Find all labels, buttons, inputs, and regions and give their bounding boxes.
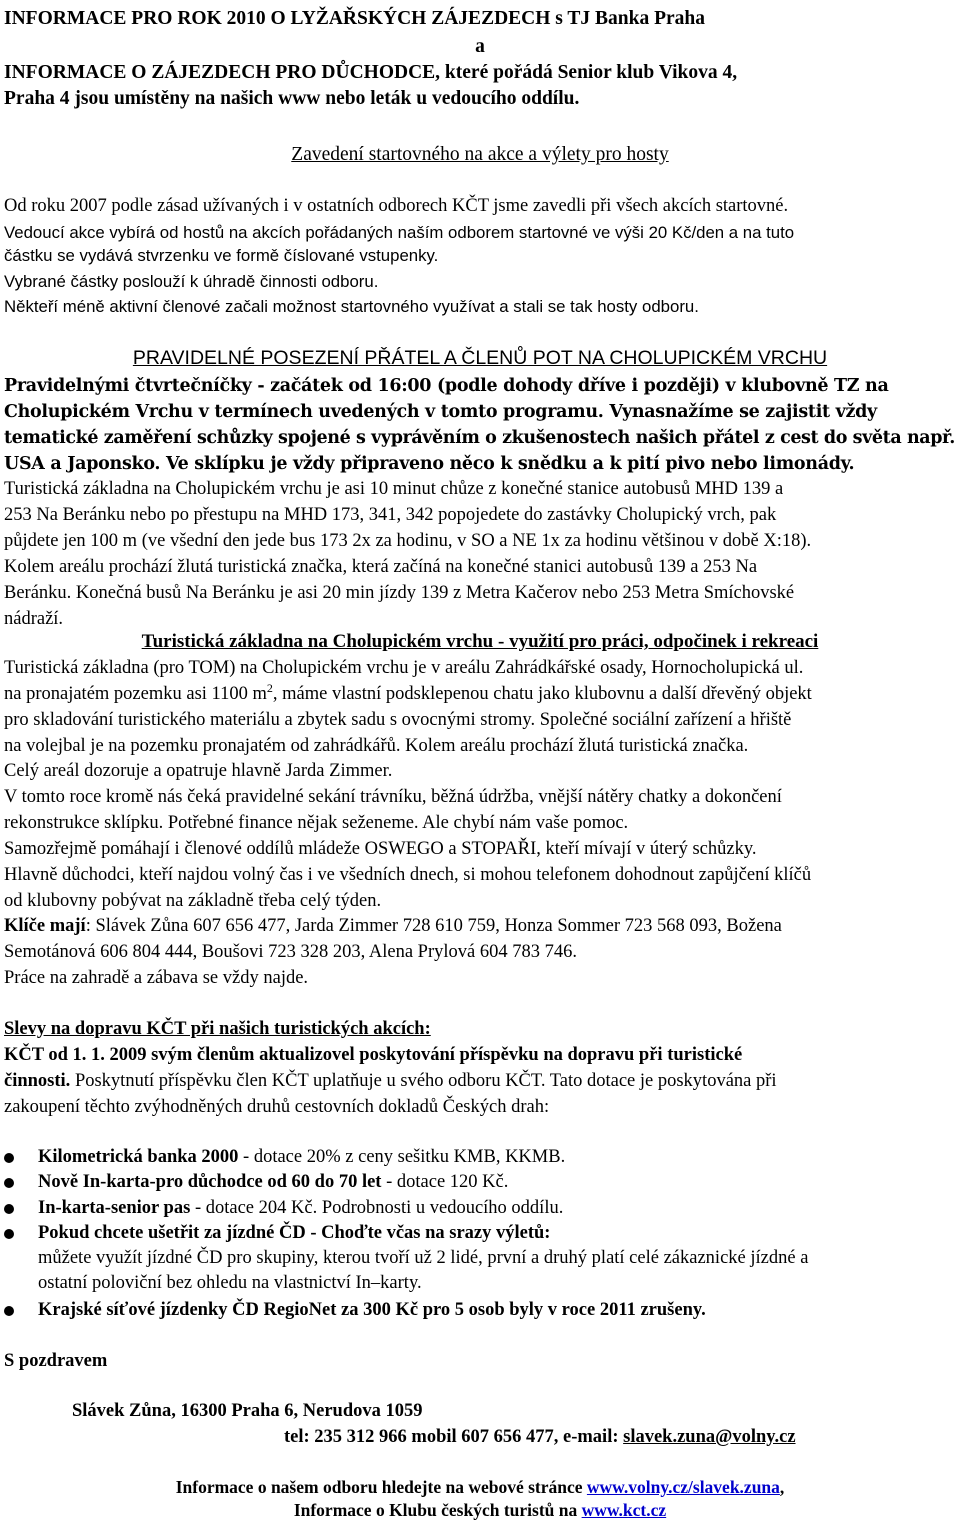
slevy-normal-2: Poskytnutí příspěvku člen KČT uplatňuje u svého odboru KČT. Tato dotace je poskytována při (70, 1071, 777, 1091)
bullet-icon (4, 1204, 14, 1214)
posezeni-bold-4: USA a Japonsko. Ve sklípku je vždy připraveno něco k snědku a k pití pivo nebo limonády. (4, 454, 855, 474)
startovne-heading: Zavedení startovného na akce a výlety pro hosty (291, 144, 669, 165)
zakladna-line-11: Práce na zahradě a zábava se vždy najde. (4, 968, 309, 988)
posezeni-text-2: 253 Na Beránku nebo po přestupu na MHD 173, 341, 342 popojedete do zastávky Cholupický vrch, pak (4, 505, 777, 525)
kct-link[interactable]: www.kct.cz (581, 1500, 667, 1520)
zakladna-line-2b: , máme vlastní podsklepenou chatu jako klubovnu a další dřevěný objekt (272, 684, 812, 704)
posezeni-heading: PRAVIDELNÉ POSEZENÍ PŘÁTEL A ČLENŮ POT NA CHOLUPICKÉM VRCHU (132, 347, 828, 369)
greeting: S pozdravem (4, 1351, 108, 1371)
list-item-continuation: můžete využít jízdné ČD pro skupiny, kterou tvoří už 2 lidé, první a druhý platí celé zákaznické jízdné a (38, 1248, 809, 1268)
list-item (38, 1171, 508, 1193)
list-item-text: - dotace 20% z ceny sešitku KMB, KKMB. (238, 1147, 566, 1167)
website-link[interactable]: www.volny.cz/slavek.zuna (586, 1477, 780, 1497)
header-line-1: INFORMACE PRO ROK 2010 O LYŽAŘSKÝCH ZÁJEZDECH s TJ Banka Praha (4, 8, 706, 29)
posezeni-text-3: půjdete jen 100 m (ve všední den jede bus 173 2x za hodinu, v SO a NE 1x za hodinu většinou v době X:18). (4, 531, 812, 551)
startovne-paragraph-3: Vybrané částky poslouží k úhradě činnosti odboru. (4, 272, 379, 291)
posezeni-text-5: Beránku. Konečná busů Na Beránku je asi 20 min jízdy 139 z Metra Kačerov nebo 253 Metra Smíchovské (4, 583, 795, 603)
header-line-4: Praha 4 jsou umístěny na našich www nebo leták u vedoucího oddílu. (4, 88, 580, 109)
list-item-text: - dotace 120 Kč. (381, 1172, 509, 1192)
slevy-heading: Slevy na dopravu KČT při našich turistických akcích: (4, 1019, 431, 1039)
signature-phone: tel: 235 312 966 mobil 607 656 477, e-mail: (284, 1427, 624, 1447)
list-item-bold: Pokud chcete ušetřit za jízdné ČD - Choďte včas na srazy výletů: (38, 1223, 551, 1243)
footer-info-1-text: Informace o našem odboru hledejte na webové stránce (175, 1477, 587, 1497)
keys-text-a: : Slávek Zůna 607 656 477, Jarda Zimmer 728 610 759, Honza Sommer 723 568 093, Božena (85, 916, 782, 936)
startovne-paragraph-1: Od roku 2007 podle zásad užívaných i v ostatních odborech KČT jsme zavedli při všech akcích startovné. (4, 196, 789, 216)
slevy-bold-2: činnosti. (4, 1071, 71, 1091)
bullet-icon (4, 1178, 14, 1188)
zakladna-line-7: rekonstrukce sklípku. Potřebné finance nějak seženeme. Ale chybí nám vaše pomoc. (4, 813, 629, 833)
zakladna-keys-line-1 (4, 915, 782, 937)
footer-info-2 (0, 1499, 960, 1521)
zakladna-line-5: Celý areál dozoruje a opatruje hlavně Jarda Zimmer. (4, 761, 393, 781)
zakladna-line-8: Samozřejmě pomáhají i členové oddílů mládeže OSWEGO a STOPAŘI, kteří mívají v úterý schůzky. (4, 839, 757, 859)
list-item (38, 1222, 550, 1244)
zakladna-line-1: Turistická základna (pro TOM) na Cholupickém vrchu je v areálu Zahrádkářské osady, Hornocholupická ul. (4, 658, 804, 678)
zakladna-line-4: na volejbal je na pozemku pronajatém od zahrádkářů. Kolem areálu prochází žlutá turistická značka. (4, 736, 749, 756)
posezeni-text-6: nádraží. (4, 609, 64, 629)
posezeni-bold-1: Pravidelnými čtvrtečníčky - začátek od 16:00 (podle dohody dříve i později) v klubovně TZ na (4, 376, 889, 396)
zakladna-line-2 (4, 680, 812, 705)
bullet-icon (4, 1153, 14, 1163)
zakladna-line-2a: na pronajatém pozemku asi 1100 m (4, 684, 267, 704)
zakladna-superscript: 2 (266, 680, 273, 695)
posezeni-text-4: Kolem areálu prochází žlutá turistická značka, která začíná na konečné stanici autobusů 139 a 253 Na (4, 557, 758, 577)
signature-name: Slávek Zůna, 16300 Praha 6, Nerudova 1059 (72, 1401, 423, 1421)
posezeni-bold-2: Cholupickém Vrchu v termínech uvedených v tomto programu. Vynasnažíme se zajistit vždy (4, 402, 877, 422)
startovne-paragraph-4: Někteří méně aktivní členové začali možnost startovného využívat a stali se tak hosty odboru. (4, 297, 699, 316)
zakladna-keys-line-2: Semotánová 606 804 444, Boušovi 723 328 203, Alena Prylová 604 783 746. (4, 942, 577, 962)
slevy-line-2 (4, 1070, 777, 1092)
list-item-bold: In-karta-senior pas (38, 1198, 191, 1218)
footer-info-2-text: Informace o Klubu českých turistů na (293, 1500, 582, 1520)
list-item-bold: Kilometrická banka 2000 (38, 1147, 239, 1167)
bullet-icon (4, 1306, 14, 1316)
list-item (38, 1299, 706, 1321)
slevy-line-3: zakoupení těchto zvýhodněných druhů cestovních dokladů Českých drah: (4, 1097, 550, 1117)
footer-info-1 (0, 1476, 960, 1498)
posezeni-bold-3: tematické zaměření schůzky spojené s vyprávěním o zkušenostech našich přátel z cest do světa např. (4, 428, 955, 448)
slevy-bold-1: KČT od 1. 1. 2009 svým členům aktualizovel poskytování příspěvku na dopravu při turistické (4, 1045, 743, 1065)
zakladna-line-10: od klubovny pobývat na základně třeba celý týden. (4, 891, 382, 911)
list-item (38, 1146, 565, 1168)
keys-label: Klíče mají (4, 916, 86, 936)
zakladna-line-9: Hlavně důchodci, kteří najdou volný čas i ve všedních dnech, si mohou telefonem dohodnout zapůjčení klíčů (4, 865, 812, 885)
bullet-icon (4, 1229, 14, 1239)
list-item-bold: Nově In-karta-pro důchodce od 60 do 70 let (38, 1172, 382, 1192)
posezeni-text-1: Turistická základna na Cholupickém vrchu je asi 10 minut chůze z konečné stanice autobusů MHD 139 a (4, 479, 784, 499)
footer-info-1-end: , (779, 1477, 785, 1497)
zakladna-heading: Turistická základna na Cholupickém vrchu - využití pro práci, odpočinek i rekreaci (141, 631, 819, 652)
signature-contact (284, 1426, 796, 1448)
header-line-2: a (475, 36, 485, 57)
startovne-paragraph-2a: Vedoucí akce vybírá od hostů na akcích pořádaných naším odborem startovné ve výši 20 Kč/den a na tuto (4, 223, 795, 242)
list-item (38, 1197, 563, 1219)
startovne-paragraph-2b: částku se vydává stvrzenku ve formě číslované vstupenky. (4, 246, 439, 265)
list-item-continuation: ostatní poloviční bez ohledu na vlastnictví In–karty. (38, 1273, 422, 1293)
zakladna-line-6: V tomto roce kromě nás čeká pravidelné sekání trávníku, běžná údržba, vnější nátěry chatky a dokončení (4, 787, 782, 807)
list-item-text: - dotace 204 Kč. Podrobnosti u vedoucího oddílu. (190, 1198, 564, 1218)
list-item-bold: Krajské síťové jízdenky ČD RegioNet za 300 Kč pro 5 osob byly v roce 2011 zrušeny. (38, 1300, 706, 1320)
zakladna-line-3: pro skladování turistického materiálu a zbytek sadu s ovocnými stromy. Společné sociální zařízení a hřiště (4, 710, 792, 730)
email-link[interactable]: slavek.zuna@volny.cz (623, 1427, 796, 1447)
header-line-3: INFORMACE O ZÁJEZDECH PRO DŮCHODCE, které pořádá Senior klub Vikova 4, (4, 62, 738, 83)
